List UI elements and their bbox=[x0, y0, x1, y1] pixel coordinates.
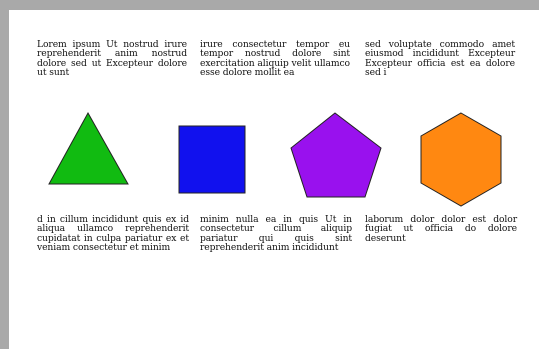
document-page bbox=[9, 10, 539, 349]
top-text-column-1: Lorem ipsum Ut nostrud irure reprehenderit anim nostrud dolore sed ut Excepteur dolore ut sunt bbox=[37, 39, 187, 78]
bottom-text-column-3: laborum dolor dolor est dolor fugiat ut officia do dolore deserunt bbox=[365, 214, 517, 244]
top-text-column-2: irure consectetur tempor eu tempor nostrud dolore sint exercitation aliquip velit ullamco esse dolore mollit ea bbox=[200, 39, 350, 78]
triangle-shape bbox=[47, 110, 131, 186]
pentagon-shape bbox=[289, 110, 387, 202]
top-text-column-3: sed voluptate commodo amet eiusmod incididunt Excepteur Excepteur officia est ea dolore sed i bbox=[365, 39, 515, 78]
bottom-text-column-1: d in cillum incididunt quis ex id aliqua ullamco reprehenderit cupidatat in culpa pariatur ex et veniam consectetur et minim bbox=[37, 214, 189, 253]
square-shape bbox=[178, 125, 248, 195]
square bbox=[179, 126, 245, 193]
window-frame-top bbox=[0, 0, 539, 10]
hexagon-shape bbox=[419, 110, 505, 210]
triangle bbox=[49, 113, 128, 184]
window-frame-left bbox=[0, 0, 9, 349]
hexagon bbox=[421, 113, 501, 206]
pentagon bbox=[291, 113, 381, 197]
bottom-text-column-2: minim nulla ea in quis Ut in consectetur cillum aliquip pariatur qui quis sint reprehenderit anim incididunt bbox=[200, 214, 352, 253]
